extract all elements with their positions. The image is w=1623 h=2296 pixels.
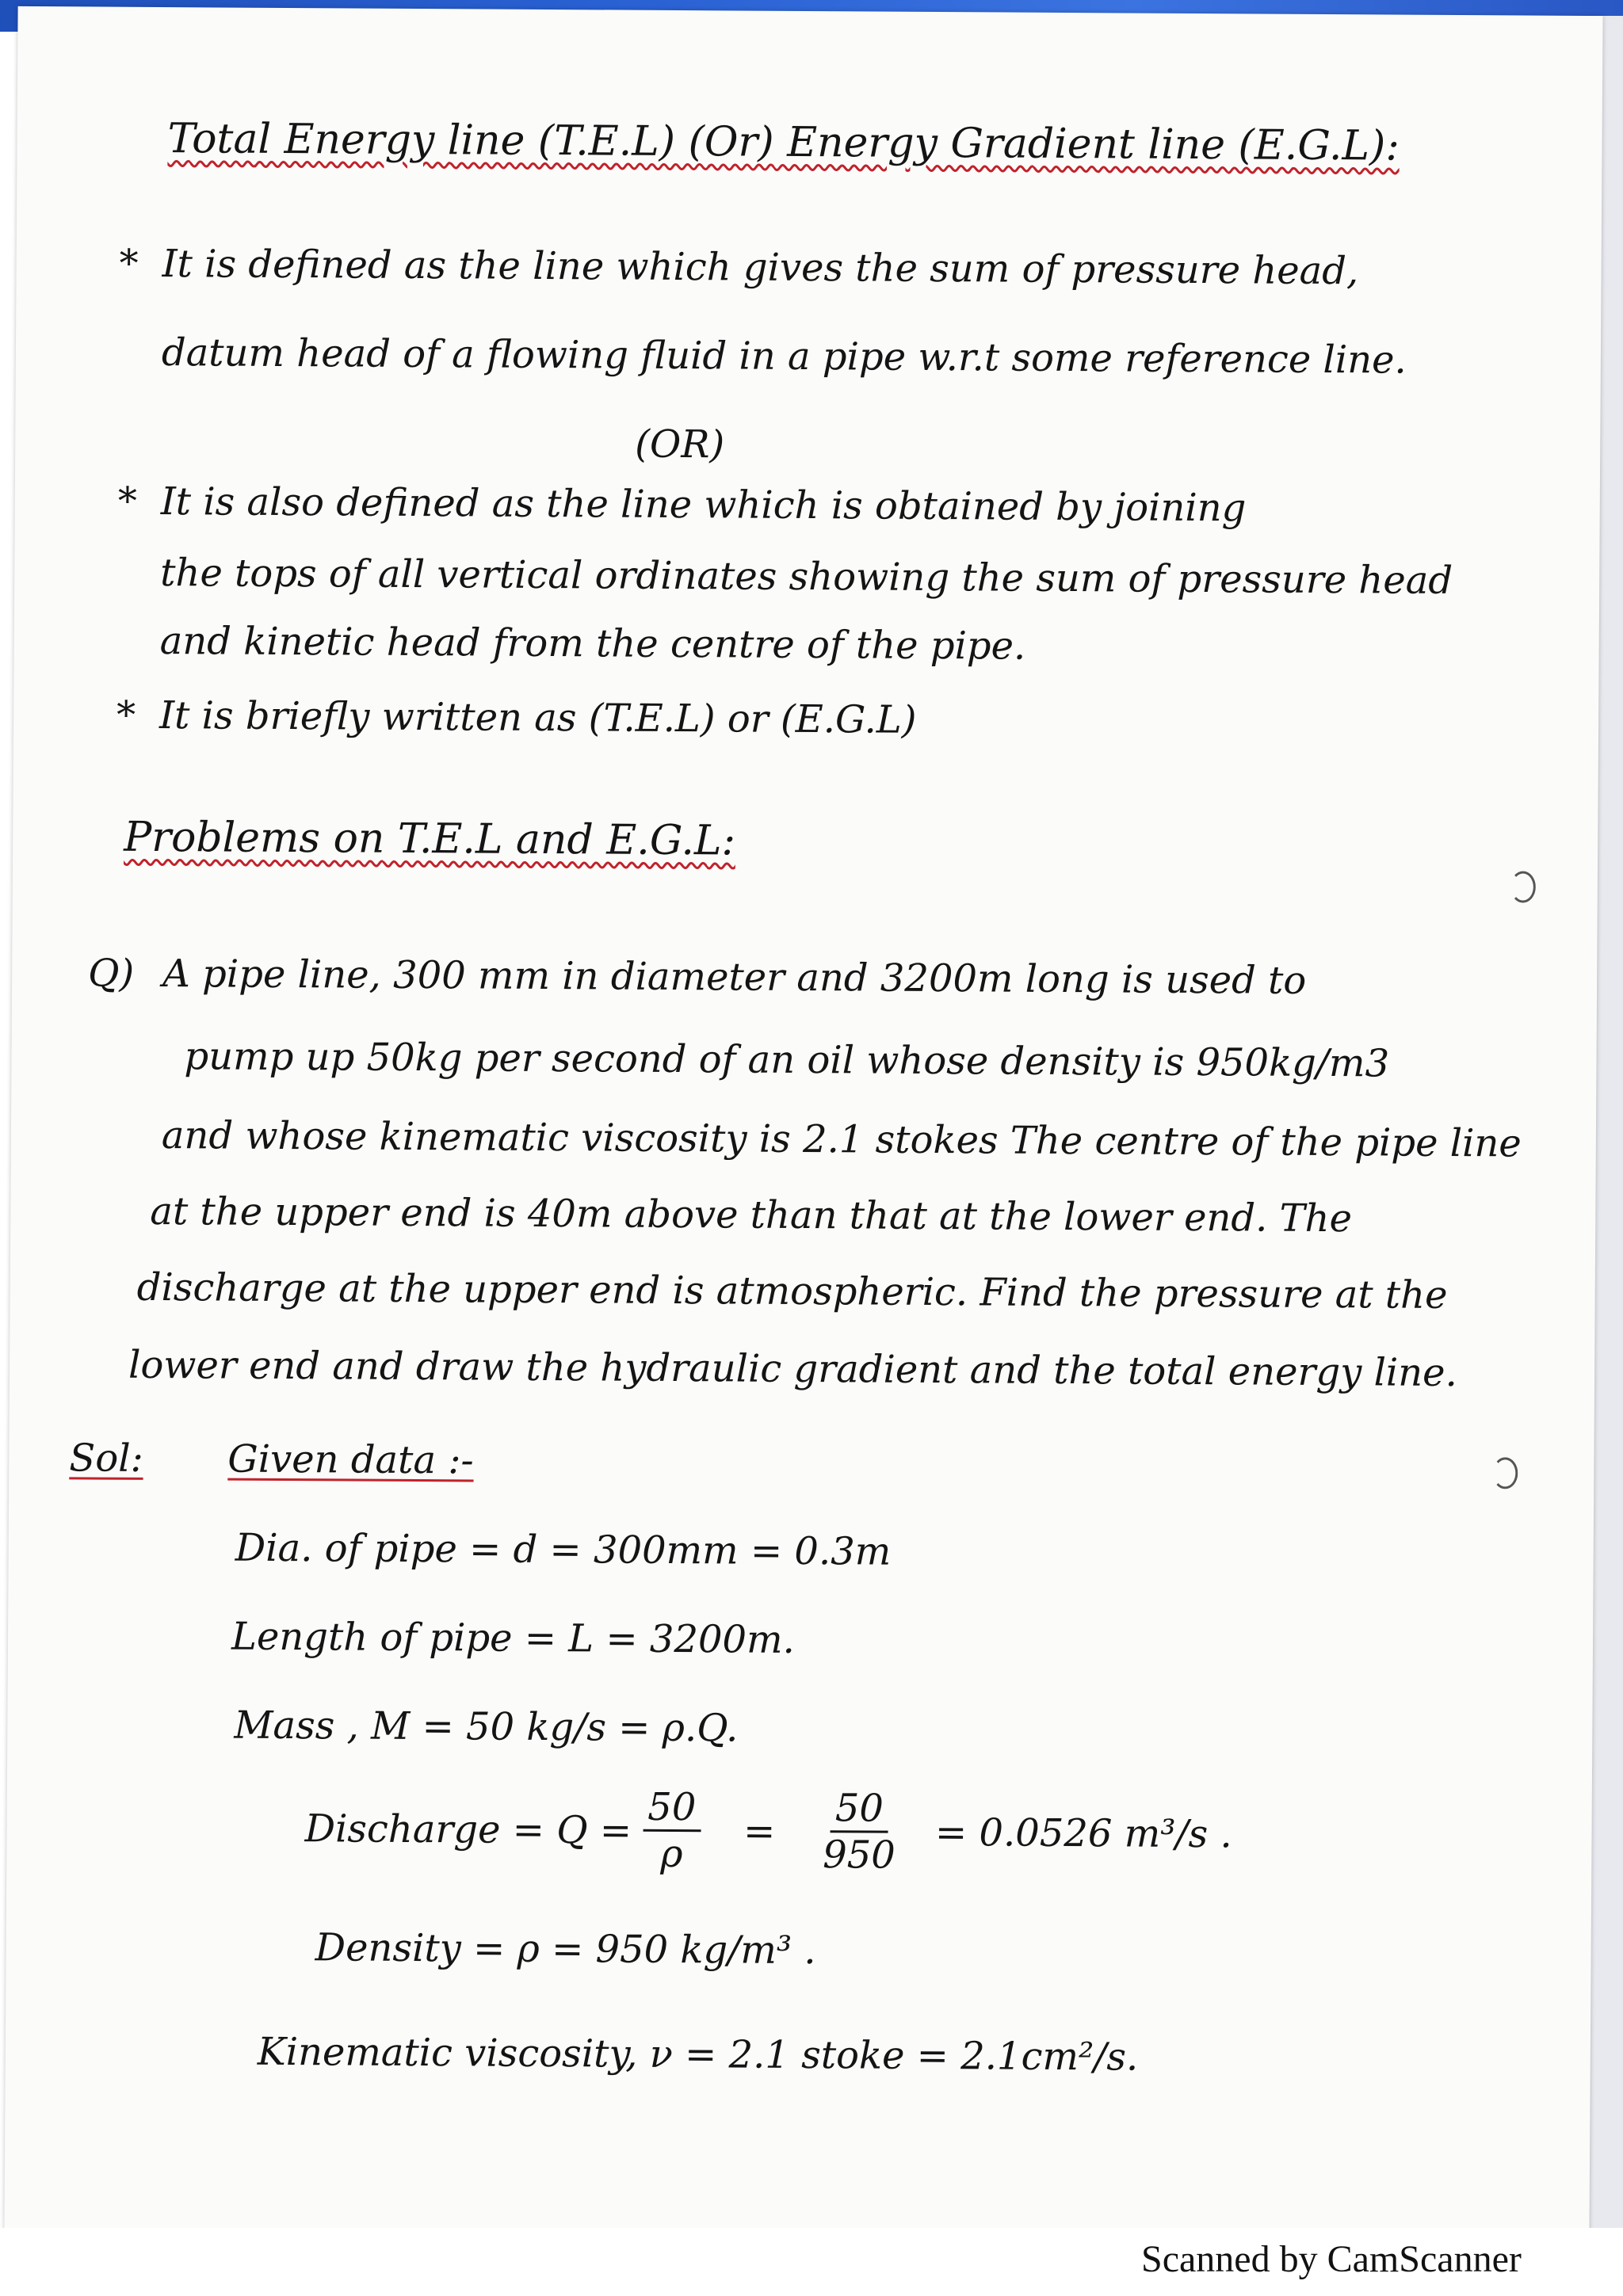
question-text: A pipe line, 300 mm in diameter and 3200m long is used to (162, 952, 1307, 1003)
question-line-5 (136, 1264, 1448, 1318)
question-text: and whose kinematic viscosity is 2.1 stokes The centre of the pipe line (161, 1113, 1522, 1166)
or-separator (635, 421, 725, 467)
given-mass-text: Mass , M = 50 kg/s = ρ.Q. (234, 1703, 739, 1751)
definition-text: It is defined as the line which gives the sum of pressure head, (162, 242, 1359, 294)
scanner-watermark: Scanned by CamScanner (1135, 2234, 1528, 2284)
definition-3-line-1 (116, 692, 917, 742)
notebook-page (4, 6, 1602, 2242)
bullet-mark: * (119, 241, 139, 286)
question-line-3 (161, 1113, 1522, 1166)
heading-text: Total Energy line (T.E.L) (Or) Energy Gradient line (E.G.L): (167, 115, 1400, 170)
problems-heading (124, 813, 736, 865)
fraction-numerator: 50 (643, 1788, 701, 1832)
definition-2-line-1 (117, 479, 1247, 531)
bullet-mark: * (117, 479, 137, 524)
question-text: discharge at the upper end is atmospheric. Find the pressure at the (136, 1264, 1448, 1318)
question-text: pump up 50kg per second of an oil whose density is 950kg/m3 (184, 1034, 1390, 1086)
discharge-equation (304, 1786, 1232, 1876)
question-line-1 (87, 951, 1307, 1003)
question-line-4 (150, 1188, 1353, 1241)
given-viscosity (257, 2029, 1139, 2080)
discharge-lhs: Discharge = Q = (304, 1806, 632, 1853)
question-text: at the upper end is 40m above than that at the lower end. The (150, 1188, 1353, 1241)
definition-text: It is briefly written as (T.E.L) or (E.G.L) (158, 693, 917, 742)
fraction-50-over-rho (643, 1784, 701, 1877)
definition-text: It is also defined as the line which is obtained by joining (160, 479, 1247, 531)
solution-label-text: Sol: (69, 1436, 143, 1481)
definition-1-line-2 (161, 330, 1407, 383)
solution-label (69, 1436, 143, 1481)
definition-2-line-3 (159, 619, 1026, 669)
definition-text: datum head of a flowing fluid in a pipe w.r.t some reference line. (161, 330, 1407, 383)
section-heading (167, 115, 1400, 170)
given-data-heading (227, 1436, 474, 1483)
problems-heading-text: Problems on T.E.L and E.G.L: (124, 813, 736, 865)
given-length (231, 1614, 795, 1662)
fraction-numerator: 50 (831, 1789, 888, 1833)
fraction-denominator: ρ (660, 1831, 683, 1877)
or-text: (OR) (635, 421, 725, 467)
given-diameter (235, 1525, 892, 1574)
definition-1-line-1 (119, 241, 1359, 294)
definition-2-line-2 (160, 551, 1453, 603)
definition-text: the tops of all vertical ordinates showing the sum of pressure head (160, 551, 1453, 603)
given-density-text: Density = ρ = 950 kg/m³ . (315, 1925, 816, 1974)
given-length-text: Length of pipe = L = 3200m. (231, 1614, 795, 1662)
given-viscosity-text: Kinematic viscosity, ν = 2.1 stoke = 2.1cm²/s. (257, 2029, 1139, 2080)
given-mass (234, 1703, 739, 1751)
bullet-mark: * (116, 692, 136, 738)
question-text: lower end and draw the hydraulic gradient and the total energy line. (128, 1342, 1457, 1396)
given-diameter-text: Dia. of pipe = d = 300mm = 0.3m (235, 1525, 892, 1574)
margin-mark (1510, 871, 1536, 902)
question-label: Q) (87, 951, 135, 996)
question-line-2 (184, 1034, 1390, 1086)
given-density (315, 1925, 816, 1974)
fraction-denominator: 950 (823, 1833, 896, 1878)
fraction-50-over-950 (818, 1786, 900, 1878)
given-heading-text: Given data :- (227, 1436, 474, 1483)
question-line-6 (128, 1342, 1457, 1396)
equals-sign: = (743, 1809, 776, 1854)
margin-mark (1492, 1457, 1518, 1489)
discharge-result: = 0.0526 m³/s . (934, 1810, 1232, 1856)
definition-text: and kinetic head from the centre of the pipe. (159, 619, 1026, 669)
